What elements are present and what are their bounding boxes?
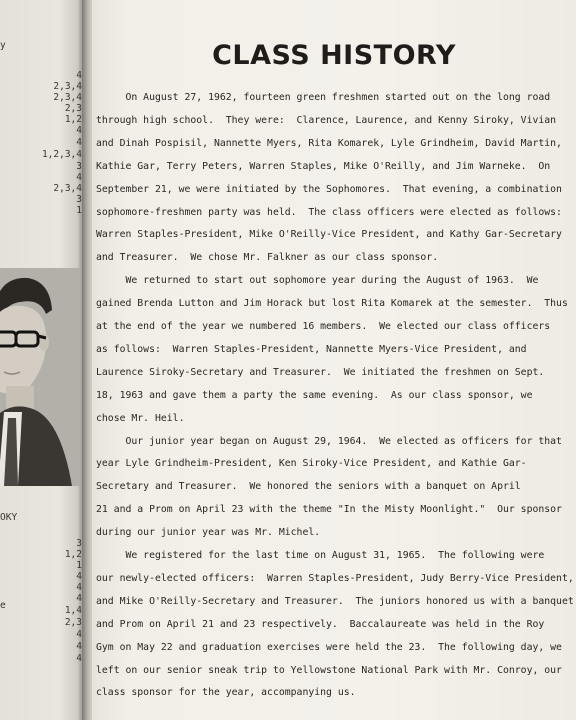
text-line: September 21, we were initiated by the Sophomores. That evening, a combination [96, 183, 562, 195]
activity-number: 2,3,4 [53, 92, 82, 103]
text-line: year Lyle Grindheim-President, Ken Siroky-Vice President, and Kathie Gar- [96, 458, 527, 470]
activity-number: 2,3 [64, 103, 82, 114]
portrait-illustration [0, 268, 80, 486]
activity-number: 2,3 [64, 617, 82, 628]
text-line: during our junior year was Mr. Michel. [96, 527, 321, 539]
activity-number: 4 [76, 137, 82, 148]
cropped-letter-bottom: e [0, 600, 6, 611]
activity-number: 3 [76, 538, 82, 549]
text-line: and Dinah Pospisil, Nannette Myers, Rita Komarek, Lyle Grindheim, David Martin, [96, 137, 562, 149]
text-line: On August 27, 1962, fourteen green freshmen started out on the long road [96, 92, 551, 103]
left-facing-page [0, 0, 84, 720]
activity-number: 1,4 [64, 605, 82, 616]
text-line: our newly-elected officers: Warren Staples-President, Judy Berry-Vice President, [96, 572, 574, 584]
text-line: Kathie Gar, Terry Peters, Warren Staples, Mike O'Reilly, and Jim Warneke. On [96, 160, 551, 172]
activity-number: 3 [76, 161, 82, 172]
text-line: Laurence Siroky-Secretary and Treasurer. We initiated the freshmen on Sept. [96, 366, 545, 378]
text-line: Secretary and Treasurer. We honored the seniors with a banquet on April [96, 481, 521, 493]
text-line: We registered for the last time on August 31, 1965. The following were [96, 550, 545, 561]
text-line: 18, 1963 and gave them a party the same evening. As our class sponsor, we [96, 389, 533, 401]
activity-number: 4 [76, 70, 82, 81]
activity-number: 4 [76, 582, 82, 593]
activity-number: 4 [76, 125, 82, 136]
activity-number: 1 [76, 560, 82, 571]
activity-number: 1,2 [64, 114, 82, 125]
text-line: class sponsor for the year, accompanying us. [96, 687, 356, 699]
activity-number: 3 [76, 194, 82, 205]
cropped-letter-top: y [0, 40, 6, 51]
text-line: Gym on May 22 and graduation exercises were held the 23. The following day, we [96, 641, 562, 653]
text-line: Warren Staples-President, Mike O'Reilly-Vice President, and Kathy Gar-Secretary [96, 229, 562, 241]
text-line: We returned to start out sophomore year during the August of 1963. We [96, 275, 539, 287]
cropped-name-fragment: OKY [0, 512, 18, 523]
text-line: 21 and a Prom on April 23 with the theme "In the Misty Moonlight." Our sponsor [96, 504, 562, 516]
text-line: left on our senior sneak trip to Yellowstone National Park with Mr. Conroy, our [96, 664, 562, 676]
text-line: through high school. They were: Clarence, Laurence, and Kenny Siroky, Vivian [96, 114, 557, 126]
activity-number: 4 [76, 653, 82, 664]
text-line: as follows: Warren Staples-President, Nannette Myers-Vice President, and [96, 343, 527, 355]
activity-number: 1,2,3,4 [41, 149, 82, 160]
class-history-body [96, 92, 572, 712]
activity-number: 1 [76, 205, 82, 216]
activity-number: 4 [76, 571, 82, 582]
text-line: and Treasurer. We chose Mr. Falkner as our class sponsor. [96, 252, 439, 264]
activity-number: 4 [76, 172, 82, 183]
text-line: chose Mr. Heil. [96, 412, 185, 424]
activity-number: 2,3,4 [53, 81, 82, 92]
activity-number: 4 [76, 629, 82, 640]
text-line: and Mike O'Reilly-Secretary and Treasurer. The juniors honored us with a banquet [96, 595, 574, 607]
text-line: Our junior year began on August 29, 1964. We elected as officers for that [96, 435, 562, 447]
activity-number: 1,2 [64, 549, 82, 560]
senior-portrait-photo [0, 268, 80, 486]
page-title: CLASS HISTORY [212, 40, 456, 71]
text-line: gained Brenda Lutton and Jim Horack but lost Rita Komarek at the semester. Thus [96, 298, 568, 310]
activity-number: 4 [76, 641, 82, 652]
activity-number: 4 [76, 593, 82, 604]
text-line: and Prom on April 21 and 23 respectively. Baccalaureate was held in the Roy [96, 618, 545, 630]
activity-number: 2,3,4 [53, 183, 82, 194]
text-line: at the end of the year we numbered 16 members. We elected our class officers [96, 321, 551, 332]
text-line: sophomore-freshmen party was held. The class officers were elected as follows: [96, 206, 562, 218]
